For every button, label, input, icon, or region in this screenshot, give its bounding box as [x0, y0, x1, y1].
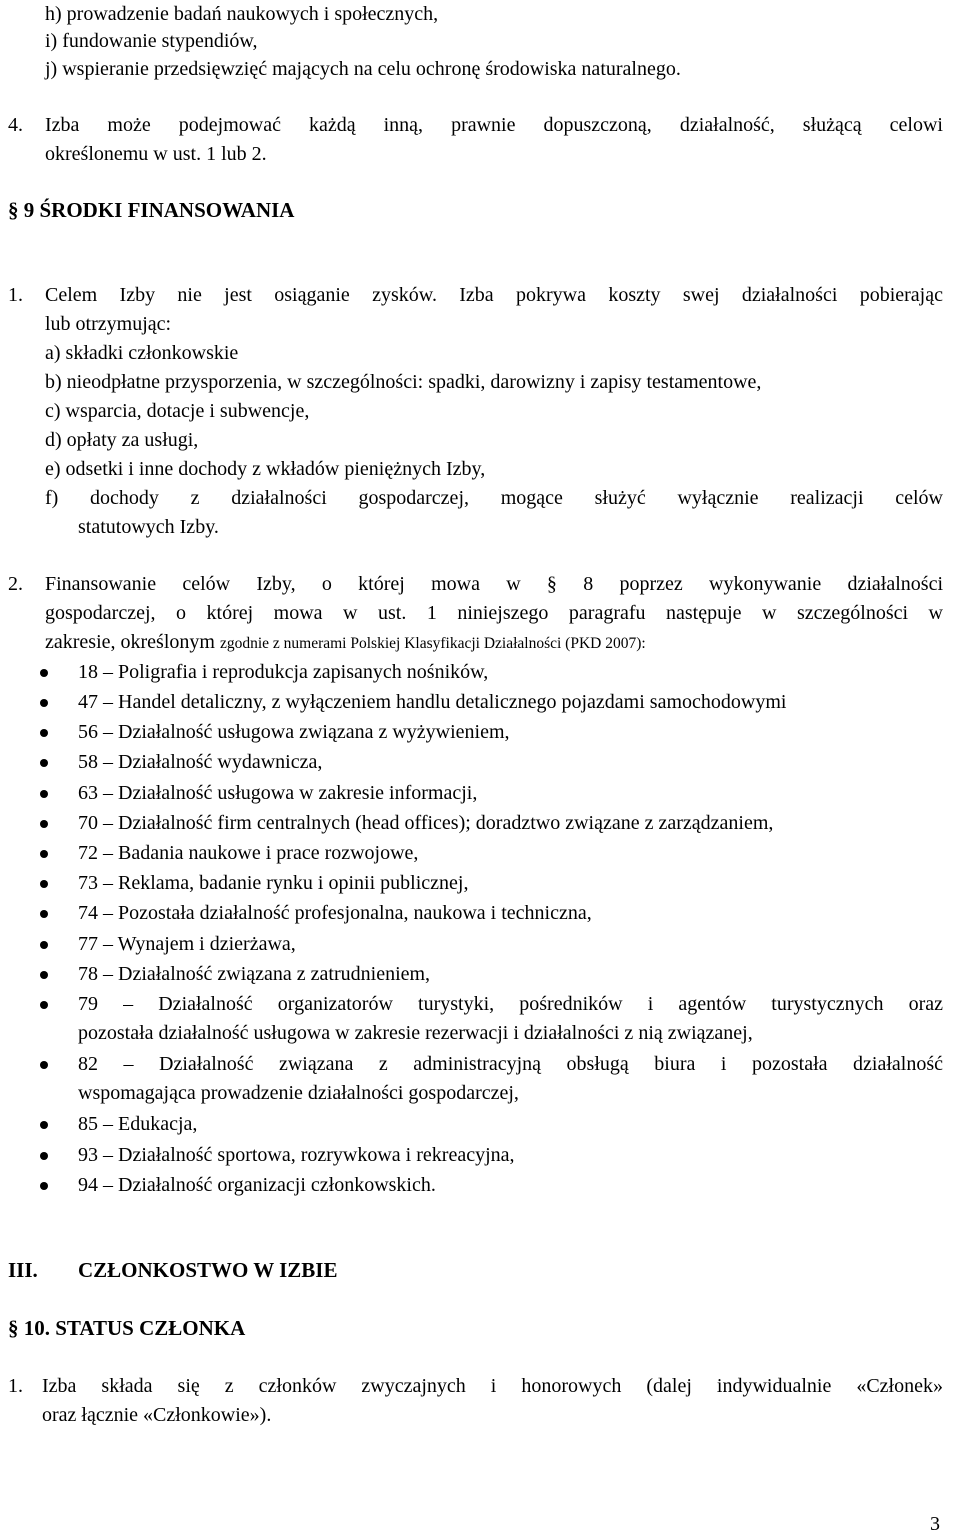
pkd-item-79-line2: pozostała działalność usługowa w zakresie rezerwacji i działalności z nią związanej,: [78, 1022, 753, 1044]
pkd-item-text: 56 – Działalność usługowa związana z wyżywieniem,: [78, 721, 510, 743]
pkd-item-73: [40, 869, 960, 898]
pkd-item-77: [40, 930, 960, 959]
chapter-3-title: CZŁONKOSTWO W IZBIE: [78, 1258, 338, 1282]
pkd-item-text: 73 – Reklama, badanie rynku i opinii publicznej,: [78, 872, 469, 894]
pkd-item-text: 74 – Pozostała działalność profesjonalna, naukowa i techniczna,: [78, 902, 592, 924]
point-4-line1: Izba może podejmować każdą inną, prawnie dopuszczoną, działalność, służącą celowi: [45, 114, 943, 136]
pkd-item-82: [40, 1050, 960, 1108]
bullet-icon: [40, 850, 48, 858]
bullet-icon: [40, 1061, 48, 1069]
pkd-item-82-line2: wspomagająca prowadzenie działalności gospodarczej,: [78, 1082, 519, 1104]
pkd-item-58: [40, 748, 960, 777]
bullet-icon: [40, 790, 48, 798]
pkd-item-text: 63 – Działalność usługowa w zakresie informacji,: [78, 782, 478, 804]
pkd-item-text: 85 – Edukacja,: [78, 1113, 198, 1135]
section-9-heading: § 9 ŚRODKI FINANSOWANIA: [8, 198, 295, 222]
bullet-icon: [40, 820, 48, 828]
pkd-item-text: 47 – Handel detaliczny, z wyłączeniem handlu detalicznego pojazdami samochodowymi: [78, 691, 787, 713]
list-item-d: d) opłaty za usługi,: [45, 429, 199, 451]
pkd-item-text: 72 – Badania naukowe i prace rozwojowe,: [78, 842, 419, 864]
point-2-line3-start: zakresie, określonym: [45, 631, 220, 653]
page-number: 3: [930, 1513, 940, 1535]
pkd-item-text: [78, 990, 943, 1048]
bullet-icon: [40, 1152, 48, 1160]
pkd-item-82-line1: 82 – Działalność związana z administracyjną obsługą biura i pozostała działalność: [78, 1053, 943, 1075]
pkd-item-text: 93 – Działalność sportowa, rozrywkowa i rekreacyjna,: [78, 1144, 515, 1166]
list-item-c: c) wsparcia, dotacje i subwencje,: [45, 400, 310, 422]
list-item-f-line1: f) dochody z działalności gospodarczej, mogące służyć wyłącznie realizacji celów: [45, 487, 943, 509]
pkd-item-text: 78 – Działalność związana z zatrudnieniem,: [78, 963, 431, 985]
pkd-item-93: [40, 1141, 960, 1170]
pkd-item-70: [40, 809, 960, 838]
list-item-f-line2: statutowych Izby.: [78, 516, 219, 538]
point-1-line1: Celem Izby nie jest osiąganie zysków. Izba pokrywa koszty swej działalności pobierając: [45, 284, 943, 306]
s10-point-1-number: 1.: [8, 1375, 23, 1397]
list-item-h: h) prowadzenie badań naukowych i społecznych,: [45, 3, 439, 25]
list-item-a: a) składki członkowskie: [45, 342, 239, 364]
pkd-item-79-line1: 79 – Działalność organizatorów turystyki, pośredników i agentów turystycznych oraz: [78, 993, 943, 1015]
section-10-heading: § 10. STATUS CZŁONKA: [8, 1316, 246, 1340]
pkd-item-text: [78, 1050, 943, 1108]
s10-point-1-line1: Izba składa się z członków zwyczajnych i honorowych (dalej indywidualnie «Członek»: [42, 1375, 943, 1397]
pkd-item-56: [40, 718, 960, 747]
bullet-icon: [40, 1121, 48, 1129]
pkd-item-text: 94 – Działalność organizacji członkowskich.: [78, 1174, 436, 1196]
list-item-b: b) nieodpłatne przysporzenia, w szczególności: spadki, darowizny i zapisy testamentowe,: [45, 371, 762, 393]
point-2-line3: [45, 628, 646, 658]
pkd-item-78: [40, 960, 960, 989]
s10-point-1-line2: oraz łącznie «Członkowie»).: [42, 1404, 272, 1426]
bullet-icon: [40, 759, 48, 767]
bullet-icon: [40, 941, 48, 949]
point-2-line2: gospodarczej, o której mowa w ust. 1 niniejszego paragrafu następuje w szczególności w: [45, 602, 943, 624]
bullet-icon: [40, 729, 48, 737]
point-2-line1: Finansowanie celów Izby, o której mowa w § 8 poprzez wykonywanie działalności: [45, 573, 943, 595]
pkd-item-85: [40, 1110, 960, 1139]
bullet-icon: [40, 910, 48, 918]
bullet-icon: [40, 1001, 48, 1009]
point-4-number: 4.: [8, 114, 23, 136]
bullet-icon: [40, 669, 48, 677]
pkd-item-text: 70 – Działalność firm centralnych (head offices); doradztwo związane z zarządzaniem,: [78, 812, 774, 834]
pkd-item-text: 58 – Działalność wydawnicza,: [78, 751, 323, 773]
pkd-item-79: [40, 990, 960, 1048]
bullet-icon: [40, 880, 48, 888]
list-item-j: j) wspieranie przedsięwzięć mających na celu ochronę środowiska naturalnego.: [45, 58, 681, 80]
pkd-item-74: [40, 899, 960, 928]
bullet-icon: [40, 971, 48, 979]
list-item-i: i) fundowanie stypendiów,: [45, 30, 258, 52]
bullet-icon: [40, 1182, 48, 1190]
pkd-item-63: [40, 779, 960, 808]
pkd-item-94: [40, 1171, 960, 1200]
pkd-item-text: 18 – Poligrafia i reprodukcja zapisanych nośników,: [78, 661, 489, 683]
point-1-number: 1.: [8, 284, 23, 306]
chapter-3-number: III.: [8, 1258, 38, 1282]
point-2-number: 2.: [8, 573, 23, 595]
point-1-line2: lub otrzymując:: [45, 313, 172, 335]
pkd-item-text: 77 – Wynajem i dzierżawa,: [78, 933, 296, 955]
list-item-e: e) odsetki i inne dochody z wkładów pieniężnych Izby,: [45, 458, 486, 480]
bullet-icon: [40, 699, 48, 707]
point-2-line3-pkd-note: zgodnie z numerami Polskiej Klasyfikacji Działalności (PKD 2007):: [219, 635, 646, 652]
point-4-line2: określonemu w ust. 1 lub 2.: [45, 143, 267, 165]
pkd-item-47: [40, 688, 960, 717]
pkd-item-18: [40, 658, 960, 687]
pkd-item-72: [40, 839, 960, 868]
